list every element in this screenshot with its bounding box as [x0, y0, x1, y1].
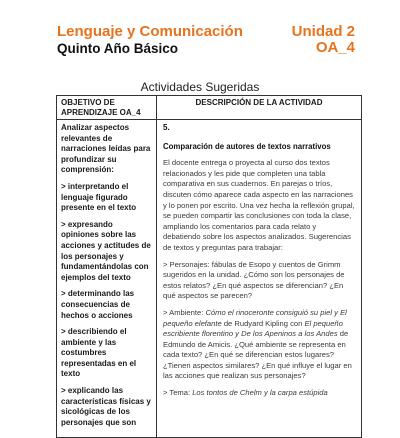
objective-intro: Analizar aspectos relevantes de narraciones leídas para profundizar su comprensión:	[61, 123, 151, 175]
subject-title: Lenguaje y Comunicación	[57, 23, 243, 40]
personajes-item: > Personajes: fábulas de Esopo y cuentos de Grimm sugeridos en la unidad. ¿Cómo son los personajes de estos relatos? ¿En qué aspectos se diferencian? ¿En qué aspectos se parecen?	[163, 259, 345, 301]
tema-item	[163, 388, 355, 399]
ambiente-title-1: Cómo el rinoceronte consiguió su piel y El pequeño elefante	[163, 307, 347, 328]
activity-number: 5.	[163, 123, 170, 132]
ambiente-prefix: > Ambiente:	[163, 307, 206, 317]
activity-title: Comparación de autores de textos narrativos	[163, 141, 331, 151]
ambiente-text-2: de Edmundo de Amicis. ¿Qué ambiente se representa en cada texto? ¿En qué se diferencian estos lugares? ¿Tienen aspectos similares? ¿En qué influye el lugar en las acciones que realizan sus personajes?	[163, 329, 352, 381]
objective-item: > interpretando el lenguaje figurado presente en el texto	[61, 181, 137, 213]
objective-item: > describiendo el ambiente y las costumbres representadas en el texto	[61, 327, 137, 379]
activities-table	[56, 95, 362, 438]
ambiente-item	[163, 308, 355, 382]
section-title: Actividades Sugeridas	[140, 80, 260, 94]
ambiente-text-1: de Rudyard Kipling con	[221, 318, 305, 328]
objective-column-header: OBJETIVO DE APRENDIZAJE OA_4	[57, 96, 157, 120]
ambiente-title-2: El pequeño escribiente florentino y De los Apeninos a los Andes	[163, 318, 343, 339]
header-left	[57, 24, 243, 57]
activity-intro: El docente entrega o proyecta al curso dos textos relacionados y les pide que completen una tabla comparativa en sus cuadernos. En parejas o tríos, discuten cómo aparece cada aspecto en las narraciones y lo ponen por escrito. Una vez hecha la reflexión grupal, se pueden compartir las conclusiones con toda la clase, ampliando los comentarios para cada relato y debatiendo sobre los aspectos analizados. Sugerencias de textos y preguntas para trabajar:	[163, 158, 355, 252]
unit-label: Unidad 2	[291, 23, 355, 40]
description-column-header: DESCRIPCIÓN DE LA ACTIVIDAD	[157, 96, 362, 120]
objective-cell	[57, 120, 157, 438]
tema-title: Los tontos de Chelm y la carpa estúpida	[192, 388, 328, 398]
grade-label: Quinto Año Básico	[57, 41, 178, 56]
table-row	[57, 120, 362, 438]
objective-item: > determinando las consecuencias de hechos o acciones	[61, 289, 135, 320]
activity-cell	[157, 120, 362, 438]
table-header-row	[57, 96, 362, 120]
oa-label: OA_4	[315, 39, 355, 56]
tema-prefix: > Tema:	[163, 388, 193, 398]
objective-item: > expresando opiniones sobre las acciones y actitudes de los personajes y fundamentándolas con ejemplos del texto	[61, 219, 151, 282]
header-right	[292, 24, 355, 56]
objective-item: > explicando las características físicas y sicológicas de los personajes que son	[61, 386, 151, 427]
